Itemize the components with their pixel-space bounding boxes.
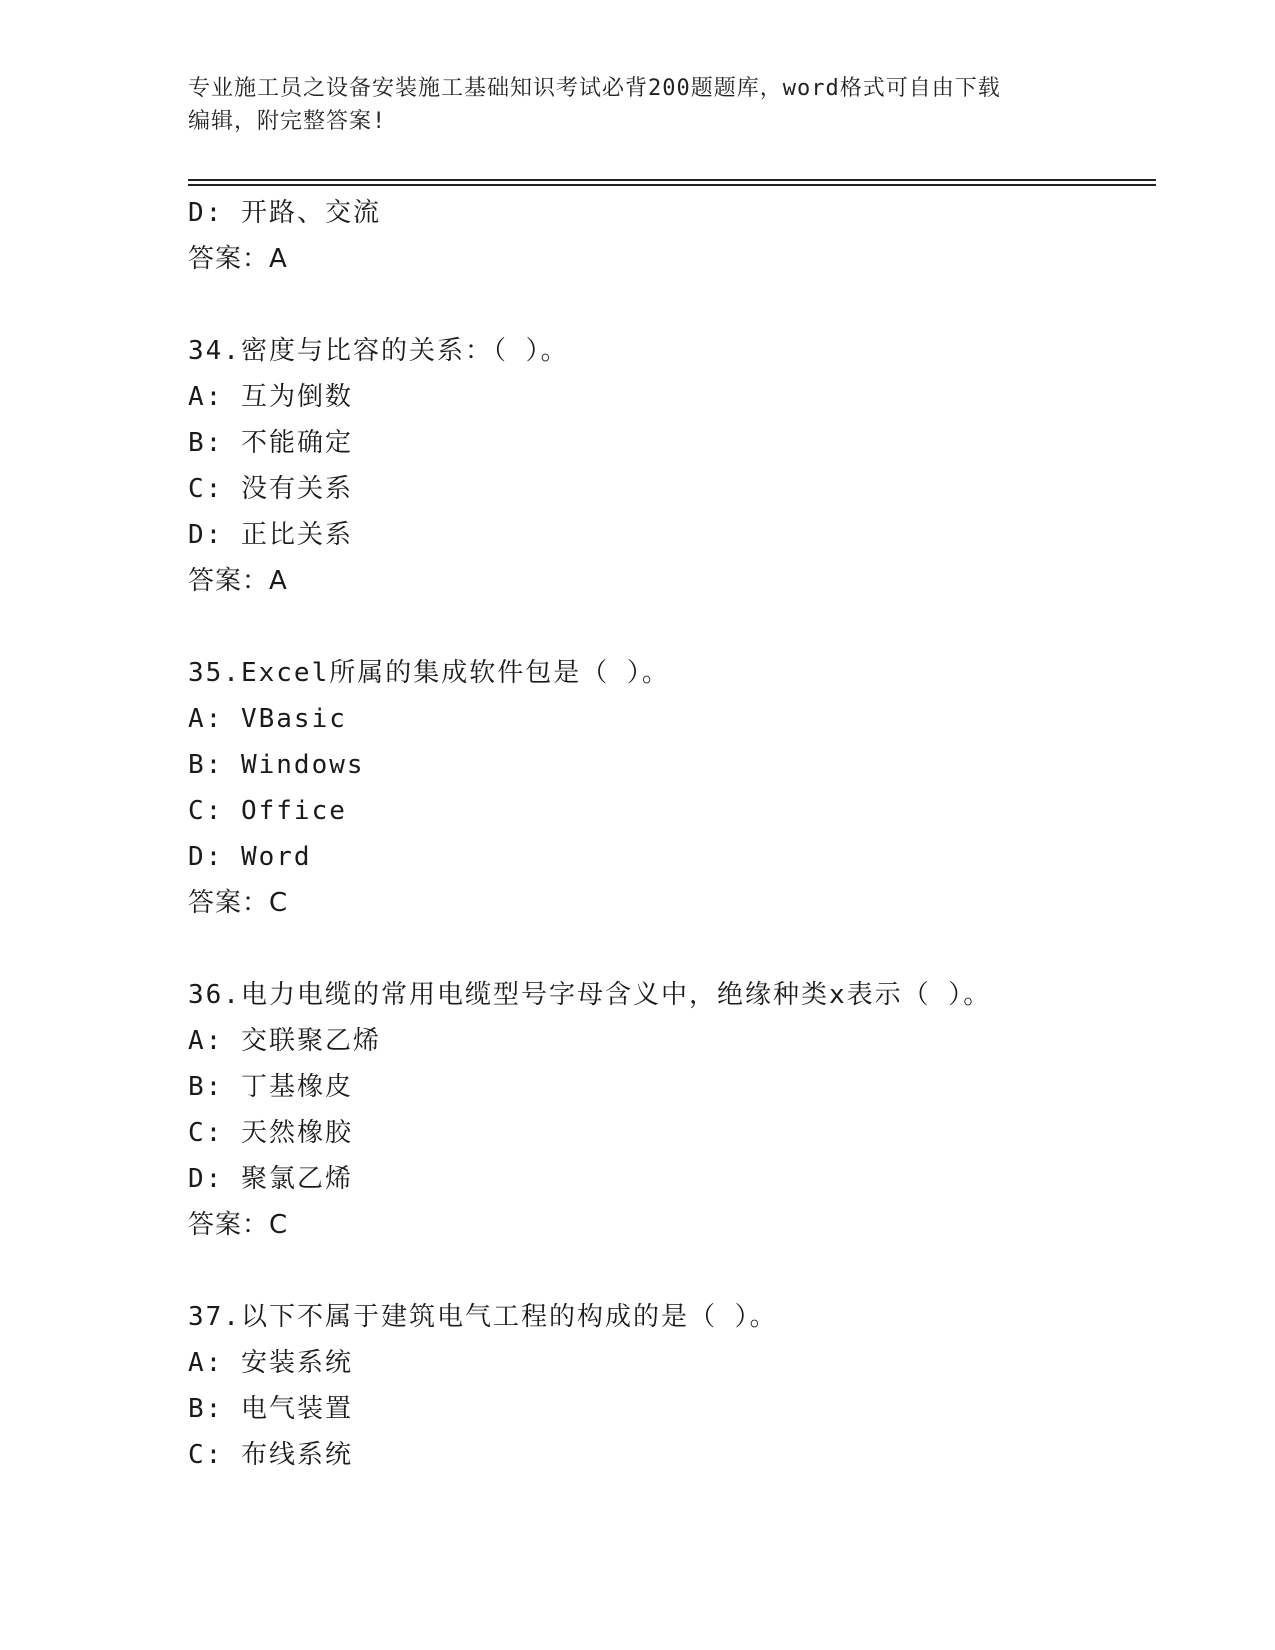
option-a: A: 互为倒数 — [188, 382, 353, 412]
header-divider-bottom — [188, 184, 1156, 186]
option-a: A: VBasic — [188, 704, 347, 734]
question-stem: 35.Excel所属的集成软件包是（ ）。 — [188, 658, 670, 688]
spacer — [188, 282, 1156, 328]
option-c: C: 天然橡胶 — [188, 1118, 353, 1148]
option-c: C: 没有关系 — [188, 474, 353, 504]
spacer — [188, 604, 1156, 650]
option-d: D: Word — [188, 842, 312, 872]
question-block — [188, 328, 1156, 604]
answer-line: 答案：C — [188, 888, 289, 918]
question-stem: 36.电力电缆的常用电缆型号字母含义中，绝缘种类x表示（ ）。 — [188, 980, 992, 1010]
option-b: B: 电气装置 — [188, 1394, 353, 1424]
answer-line: 答案：A — [188, 566, 288, 596]
option-b: B: Windows — [188, 750, 365, 780]
question-block — [188, 650, 1156, 926]
question-list — [188, 190, 1156, 1478]
option-c: C: 布线系统 — [188, 1440, 353, 1470]
question-stem: 34.密度与比容的关系：（ ）。 — [188, 336, 569, 366]
option-d: D: 正比关系 — [188, 520, 353, 550]
answer-line: 答案：C — [188, 1210, 289, 1240]
document-header — [188, 72, 1068, 138]
option-b: B: 不能确定 — [188, 428, 353, 458]
answer-line: 答案：A — [188, 244, 288, 274]
header-line-2: 编辑，附完整答案! — [188, 109, 387, 134]
option-b: B: 丁基橡皮 — [188, 1072, 353, 1102]
option-d: D: 开路、交流 — [188, 198, 381, 228]
header-divider-top — [188, 179, 1156, 181]
header-line-1: 专业施工员之设备安装施工基础知识考试必背200题题库，word格式可自由下载 — [188, 76, 1001, 101]
question-stem: 37.以下不属于建筑电气工程的构成的是（ ）。 — [188, 1302, 778, 1332]
question-block — [188, 1294, 1156, 1478]
option-c: C: Office — [188, 796, 347, 826]
spacer — [188, 926, 1156, 972]
spacer — [188, 1248, 1156, 1294]
option-a: A: 交联聚乙烯 — [188, 1026, 381, 1056]
question-block — [188, 972, 1156, 1248]
option-a: A: 安装系统 — [188, 1348, 353, 1378]
option-d: D: 聚氯乙烯 — [188, 1164, 353, 1194]
